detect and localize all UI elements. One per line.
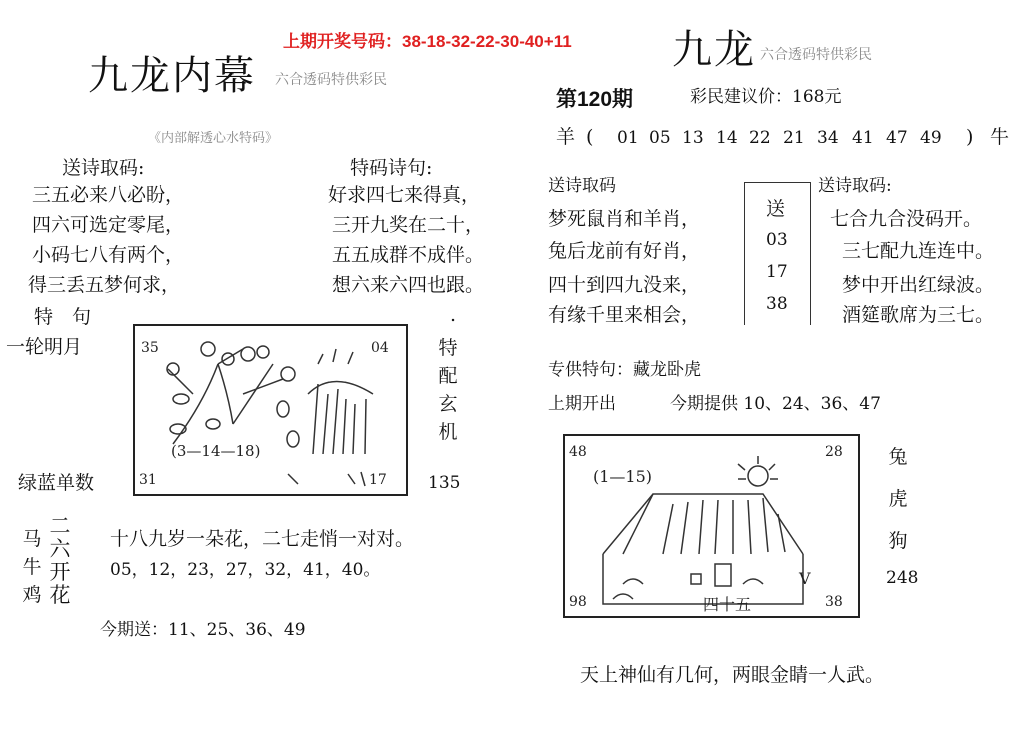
side-vertical-text bbox=[436, 334, 460, 446]
sketch-num-17: 17 bbox=[369, 472, 387, 488]
special-sentence-label: 特 句 bbox=[34, 306, 92, 328]
number-item: 01 bbox=[617, 128, 639, 148]
sketch-v: V bbox=[799, 569, 811, 588]
plant-sketch bbox=[133, 324, 408, 496]
sketch-num-31: 31 bbox=[139, 472, 157, 488]
right-poem-line-2: 三七配九连连中。 bbox=[842, 240, 995, 262]
special-poem-line: 三开九奖在二十， bbox=[332, 214, 485, 236]
box-number: 38 bbox=[766, 294, 788, 314]
flower-column bbox=[48, 515, 72, 607]
number-item: 41 bbox=[852, 128, 874, 148]
sketch-num-98: 98 bbox=[569, 594, 587, 610]
right-poem-line-2: 梦中开出红绿波。 bbox=[842, 274, 995, 296]
send-this-period: 今期送：11、25、36、49 bbox=[100, 620, 306, 640]
box-send-label: 送 bbox=[766, 198, 786, 220]
special-poem-line: 五五成群不成伴。 bbox=[332, 244, 485, 266]
sketch-range: (3—14—18) bbox=[171, 442, 261, 460]
special-sentence: 专供特句：藏龙卧虎 bbox=[548, 360, 701, 380]
zodiac-char: 鸡 bbox=[22, 584, 42, 606]
last-period-label: 上期开出 bbox=[548, 394, 616, 414]
number-item: 22 bbox=[749, 128, 771, 148]
right-side-vertical bbox=[886, 436, 910, 562]
last-draw-numbers: 上期开奖号码：38-18-32-22-30-40+11 bbox=[283, 32, 572, 51]
left-title: 九龙内幕 bbox=[88, 53, 256, 99]
right-subtitle: 六合透码特供彩民 bbox=[760, 47, 872, 63]
right-poem-heading-left: 送诗取码 bbox=[548, 176, 616, 196]
left-poem-heading: 送诗取码: bbox=[62, 157, 145, 179]
side-char: 特 bbox=[438, 337, 458, 359]
right-title: 九龙 bbox=[672, 27, 756, 73]
number-item: 49 bbox=[920, 128, 942, 148]
box-top-border bbox=[744, 182, 811, 183]
right-poem-line-2: 酒筵歌席为三七。 bbox=[842, 304, 995, 326]
dot: . bbox=[450, 304, 457, 326]
zodiac-end: 牛 bbox=[990, 126, 1010, 148]
right-poem-line: 有缘千里来相会， bbox=[548, 304, 701, 326]
side-char: 玄 bbox=[438, 393, 458, 415]
left-tagline: 《内部解透心水特码》 bbox=[148, 131, 279, 146]
box-number: 03 bbox=[766, 230, 788, 250]
green-blue-label: 绿蓝单数 bbox=[18, 472, 95, 494]
zodiac-char: 马 bbox=[22, 528, 42, 550]
right-poem-heading: 特码诗句: bbox=[350, 157, 433, 179]
sketch-num-48: 48 bbox=[569, 444, 587, 460]
paren-close: ) bbox=[966, 126, 974, 148]
number-item: 05 bbox=[649, 128, 671, 148]
bottom-poem: 天上神仙有几何，两眼金睛一人武。 bbox=[580, 664, 885, 686]
zodiac-column bbox=[20, 525, 44, 609]
side-char: 机 bbox=[438, 421, 458, 443]
zodiac-start: 羊 bbox=[556, 126, 576, 148]
box-left-border bbox=[744, 182, 745, 325]
left-subtitle: 六合透码特供彩民 bbox=[275, 72, 387, 88]
number-item: 14 bbox=[716, 128, 738, 148]
suggested-price: 彩民建议价：168元 bbox=[690, 87, 842, 107]
issue-number: 第120期 bbox=[556, 88, 634, 111]
house-text: 四十五 bbox=[703, 595, 752, 614]
right-poem-line: 四十到四九没来， bbox=[548, 274, 701, 296]
special-poem-line: 好求四七来得真， bbox=[328, 184, 481, 206]
number-item: 34 bbox=[817, 128, 839, 148]
sketch-num-38: 38 bbox=[825, 594, 843, 610]
number-item: 13 bbox=[682, 128, 704, 148]
flower-char: 二 bbox=[49, 514, 71, 538]
number-135: 135 bbox=[428, 473, 461, 493]
box-right-border bbox=[810, 182, 811, 325]
right-poem-line: 兔后龙前有好肖， bbox=[548, 240, 701, 262]
zodiac-char: 牛 bbox=[22, 556, 42, 578]
sketch-range-right: (1—15) bbox=[593, 467, 653, 486]
left-poem-line: 得三丢五梦何求， bbox=[28, 274, 181, 296]
special-poem-line: 想六来六四也跟。 bbox=[332, 274, 485, 296]
flower-char: 开 bbox=[49, 560, 71, 584]
flower-numbers: 05，12，23，27，32，41，40。 bbox=[110, 560, 381, 580]
this-period-provide: 今期提供 10、24、36、47 bbox=[670, 394, 881, 414]
left-poem-line: 四六可选定零尾， bbox=[32, 214, 185, 236]
sketch-num-28: 28 bbox=[825, 444, 843, 460]
sketch-num-35: 35 bbox=[141, 340, 159, 356]
side-zodiac: 虎 bbox=[888, 488, 908, 510]
sketch-num-04: 04 bbox=[371, 340, 389, 356]
moon-label: 一轮明月 bbox=[6, 336, 83, 358]
right-poem-line-2: 七合九合没码开。 bbox=[830, 208, 983, 230]
paren-open: ( bbox=[586, 126, 594, 148]
house-sketch bbox=[563, 434, 860, 618]
box-number: 17 bbox=[766, 262, 788, 282]
left-poem-line: 小码七八有两个， bbox=[32, 244, 185, 266]
right-poem-heading-right: 送诗取码: bbox=[818, 176, 892, 196]
flower-char: 花 bbox=[49, 583, 71, 607]
flower-char: 六 bbox=[49, 537, 71, 561]
side-zodiac: 狗 bbox=[888, 530, 908, 552]
right-poem-line: 梦死鼠肖和羊肖， bbox=[548, 208, 701, 230]
number-248: 248 bbox=[886, 568, 919, 588]
number-item: 21 bbox=[783, 128, 805, 148]
side-zodiac: 兔 bbox=[888, 446, 908, 468]
flower-poem: 十八九岁一朵花，二七走悄一对对。 bbox=[110, 528, 415, 550]
number-item: 47 bbox=[886, 128, 908, 148]
side-char: 配 bbox=[438, 365, 458, 387]
left-poem-line: 三五必来八必盼， bbox=[32, 184, 185, 206]
